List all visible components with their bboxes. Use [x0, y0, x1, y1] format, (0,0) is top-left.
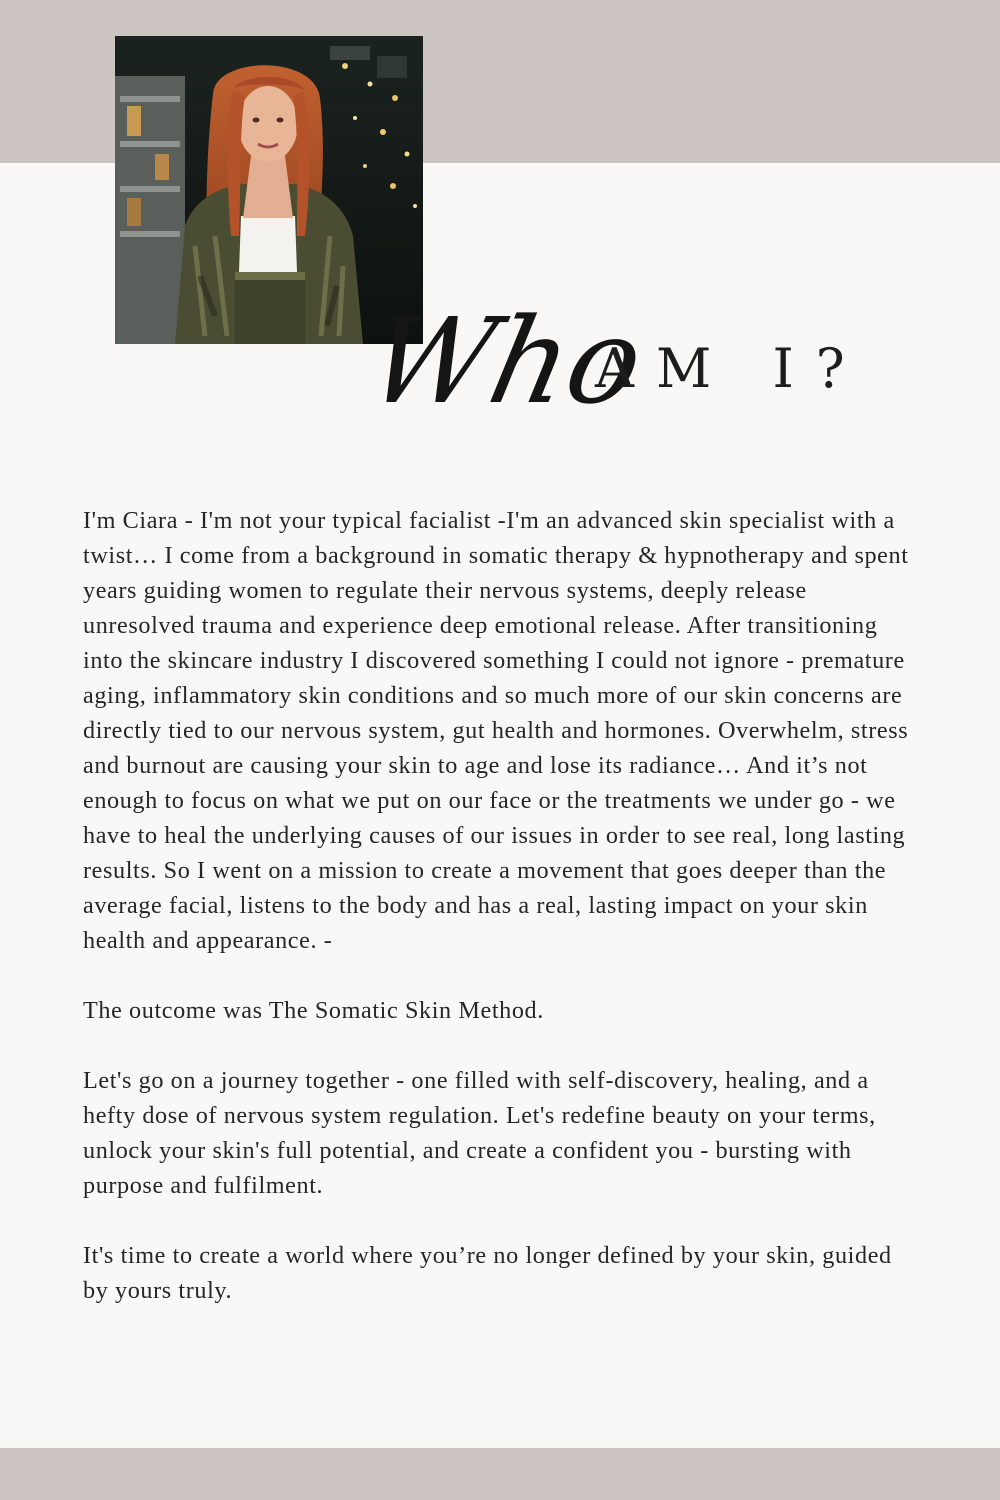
bottom-color-band [0, 1448, 1000, 1500]
page-heading [355, 290, 915, 450]
intro-paragraph: I'm Ciara - I'm not your typical facialist -I'm an advanced skin specialist with a twist… I come from a background in somatic therapy & hypnotherapy and spent years guiding women to regulate their nervous systems, deeply release unresolved trauma and experience deep emotional release. After transitioning into the skincare industry I discovered something I could not ignore - premature aging, inflammatory skin conditions and so much more of our skin concerns are directly tied to our nervous system, gut health and hormones. Overwhelm, stress and burnout are causing your skin to age and lose its radiance… And it’s not enough to focus on what we put on our face or the treatments we under go - we have to heal the underlying causes of our issues in order to see real, long lasting results. So I went on a mission to create a movement that goes deeper than the average facial, listens to the body and has a real, lasting impact on your skin health and appearance. - [83, 507, 909, 954]
heading-caps-word: AM I? [595, 337, 867, 400]
closing-paragraph: It's time to create a world where you’re no longer defined by your skin, guided by yours truly. [83, 1242, 892, 1304]
about-text [83, 503, 919, 1308]
heading-script-word [355, 290, 655, 450]
journey-paragraph: Let's go on a journey together - one filled with self-discovery, healing, and a hefty dose of nervous system regulation. Let's redefine beauty on your terms, unlock your skin's full potential, and create a confident you - bursting with purpose and fulfilment. [83, 1067, 876, 1199]
outcome-paragraph: The outcome was The Somatic Skin Method. [83, 997, 544, 1024]
heading-script-text: Who [357, 293, 655, 431]
